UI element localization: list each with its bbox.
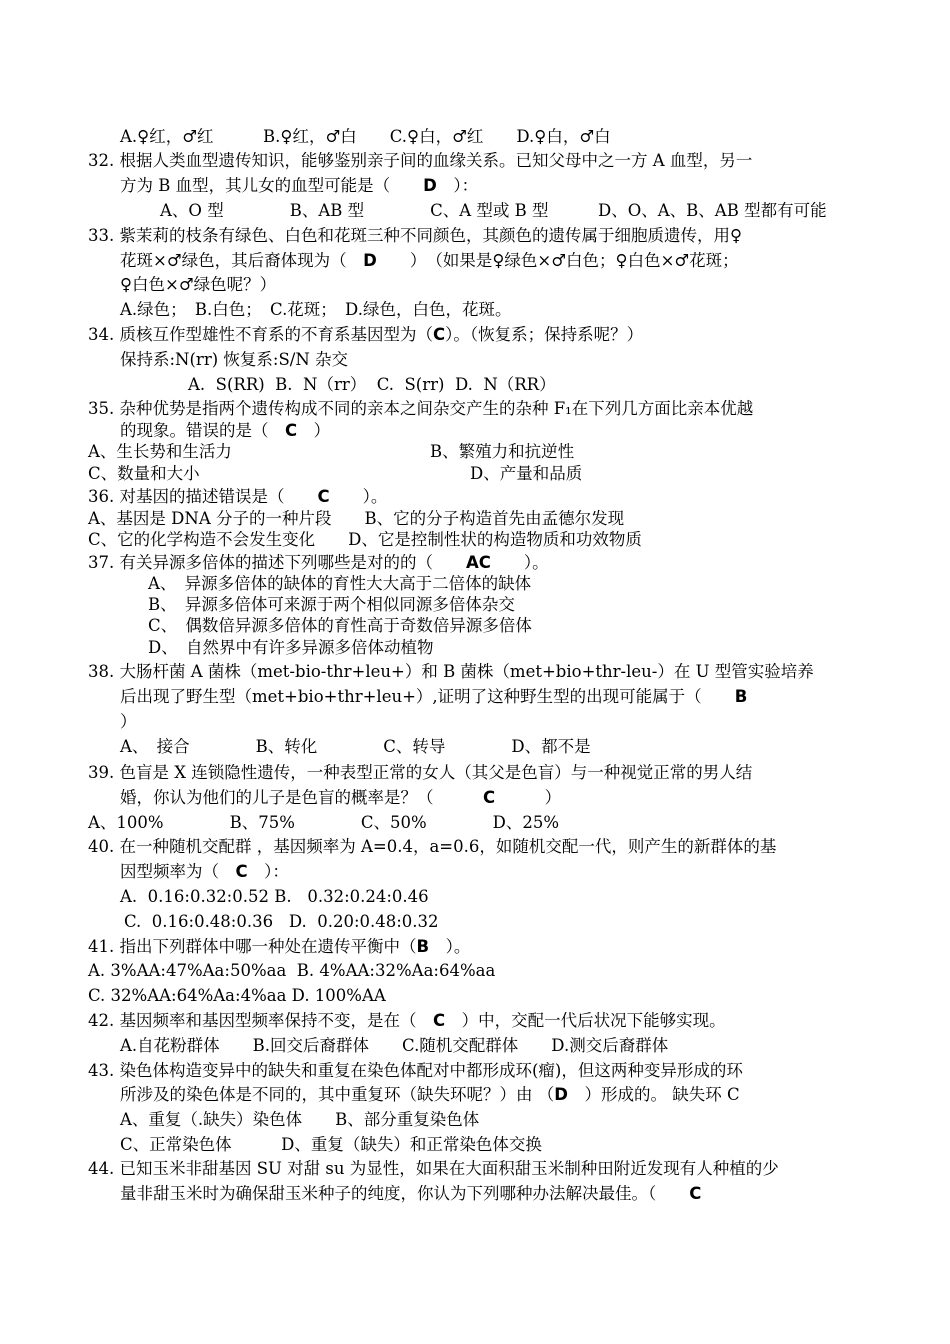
q40-options-ab: A. 0.16:0.32:0.52 B. 0.32:0.24:0.46 [120,887,429,906]
q42-options: A.自花粉群体 B.回交后裔群体 C.随机交配群体 D.测交后裔群体 [120,1036,669,1055]
q31-options: A.♀红，♂红 B.♀红，♂白 C.♀白，♂红 D.♀白，♂白 [120,127,611,146]
q37-line1 [88,552,549,574]
q39-line2-tail: ） [495,788,562,807]
q37-line1-text: 37. 有关异源多倍体的描述下列哪些是对的的（ [88,553,466,572]
q33-answer: D [363,251,377,270]
q32-options: A、O 型 B、AB 型 C、A 型或 B 型 D、O、A、B、AB 型都有可能 [160,201,827,220]
q37-option-a: A、 异源多倍体的缺体的育性大大高于二倍体的缺体 [148,574,532,593]
q37-line1-tail: ）。 [490,553,549,572]
q43-line2-text: 所涉及的染色体是不同的，其中重复环（缺失环呢？）由 （ [120,1085,555,1104]
q40-line1: 40. 在一种随机交配群 ，基因频率为 A=0.4，a=0.6，如随机交配一代，则产生的新群体的基 [88,837,777,856]
q41-line1 [88,936,470,958]
q41-options-ab: A. 3%AA:47%Aa:50%aa B. 4%AA:32%Aa:64%aa [88,961,496,980]
q39-line2 [120,787,561,809]
q41-line1-tail: ）。 [429,937,471,956]
q36-options-cd: C、它的化学构造不会发生变化 D、它是控制性状的构造物质和功效物质 [88,530,642,549]
q35-line2-tail: ） [297,421,331,440]
q38-options: A、 接合 B、转化 C、转导 D、都不是 [120,737,591,756]
q44-line2-text: 量非甜玉米时为确保甜玉米种子的纯度，你认为下列哪种办法解决最佳。（ [120,1184,690,1203]
q38-line3: ） [120,712,137,731]
q44-line1: 44. 已知玉米非甜基因 SU 对甜 su 为显性，如果在大面积甜玉米制种田附近发现有人种植的少 [88,1159,779,1178]
q41-answer: B [416,937,430,956]
q34-line1-tail: ）。（恢复系；保持系呢？） [445,325,644,344]
q43-line1: 43. 染色体构造变异中的缺失和重复在染色体配对中都形成环(瘤)，但这两种变异形成的环 [88,1061,743,1080]
q32-line1: 32. 根据人类血型遗传知识，能够鉴别亲子间的血缘关系。已知父母中之一方 A 血型，另一 [88,151,753,170]
q34-options: A. S(RR) B. N（rr） C. S(rr) D. N（RR） [188,375,556,394]
q32-answer: D [423,176,437,195]
q40-line2 [120,861,289,883]
q40-answer: C [235,862,248,881]
q39-options: A、100% B、75% C、50% D、25% [88,813,560,832]
q39-line2-text: 婚，你认为他们的儿子是色盲的概率是？（ [120,788,483,807]
q40-line2-tail: ）： [247,862,289,881]
q33-line3: ♀白色×♂绿色呢？） [120,275,277,294]
q44-line2 [120,1183,701,1205]
q42-line1-text: 42. 基因频率和基因型频率保持不变，是在（ [88,1011,433,1030]
q35-option-d: D、产量和品质 [470,464,583,483]
q40-line2-text: 因型频率为（ [120,862,236,881]
q33-line1: 33. 紫茉莉的枝条有绿色、白色和花斑三种不同颜色，其颜色的遗传属于细胞质遗传，用♀ [88,226,743,245]
q44-answer: C [689,1184,702,1203]
q35-line1: 35. 杂种优势是指两个遗传构成不同的亲本之间杂交产生的杂种 F₁在下列几方面比亲本优越 [88,399,754,418]
q37-answer: AC [466,553,491,572]
q36-line1-tail: ）。 [329,487,388,506]
q33-line2-text: 花斑×♂绿色，其后裔体现为（ [120,251,364,270]
q36-line1-text: 36. 对基因的描述错误是（ [88,487,318,506]
q32-line2-text: 方为 B 血型，其儿女的血型可能是（ [120,176,424,195]
q43-answer: D [554,1085,568,1104]
q33-line2-tail: ） （如果是♀绿色×♂白色；♀白色×♂花斑； [376,251,739,270]
q32-line2 [120,175,478,197]
q35-option-a: A、生长势和生活力 [88,442,232,461]
q39-line1: 39. 色盲是 X 连锁隐性遗传，一种表型正常的女人（其父是色盲）与一种视觉正常的男人结 [88,763,753,782]
q35-option-c: C、数量和大小 [88,464,200,483]
q35-option-b: B、繁殖力和抗逆性 [430,442,575,461]
q41-line1-text: 41. 指出下列群体中哪一种处在遗传平衡中（ [88,937,417,956]
q33-options: A.绿色； B.白色； C.花斑； D.绿色，白色，花斑。 [120,300,512,319]
q38-answer: B [734,687,748,706]
q38-line2-text: 后出现了野生型（met+bio+thr+leu+）,证明了这种野生型的出现可能属于（ [120,687,735,706]
q37-option-c: C、 偶数倍异源多倍体的育性高于奇数倍异源多倍体 [148,616,532,635]
q42-line1-tail: ）中，交配一代后状况下能够实现。 [445,1011,726,1030]
q37-option-d: D、 自然界中有许多异源多倍体动植物 [148,638,434,657]
q34-note: 保持系:N(rr) 恢复系:S/N 杂交 [120,350,348,369]
q43-line2 [120,1084,740,1106]
q34-answer: C [433,325,446,344]
q36-options-ab: A、基因是 DNA 分子的一种片段 B、它的分子构造首先由孟德尔发现 [88,509,625,528]
q35-line2-text: 的现象。错误的是（ [120,421,285,440]
q34-line1-text: 34. 质核互作型雄性不育系的不育系基因型为（ [88,325,433,344]
q34-line1 [88,324,643,346]
q38-line1: 38. 大肠杆菌 A 菌株（met-bio-thr+leu+）和 B 菌株（met+bio+thr-leu-）在 U 型管实验培养 [88,662,814,681]
q43-line2-tail: ）形成的。 缺失环 C [567,1085,740,1104]
q35-answer: C [285,421,298,440]
q32-line2-tail: ）： [436,176,479,195]
q35-line2 [120,420,330,442]
q43-options-cd: C、正常染色体 D、重复（缺失）和正常染色体交换 [120,1135,542,1154]
q36-line1 [88,486,387,508]
q36-answer: C [317,487,330,506]
q37-option-b: B、 异源多倍体可来源于两个相似同源多倍体杂交 [148,595,515,614]
q39-answer: C [483,788,496,807]
q40-options-cd: C. 0.16:0.48:0.36 D. 0.20:0.48:0.32 [124,912,439,931]
q42-line1 [88,1010,726,1032]
q42-answer: C [433,1011,446,1030]
q38-line2 [120,686,747,708]
q43-options-ab: A、重复（.缺失）染色体 B、部分重复染色体 [120,1110,480,1129]
q33-line2 [120,250,739,272]
q41-options-cd: C. 32%AA:64%Aa:4%aa D. 100%AA [88,986,386,1005]
